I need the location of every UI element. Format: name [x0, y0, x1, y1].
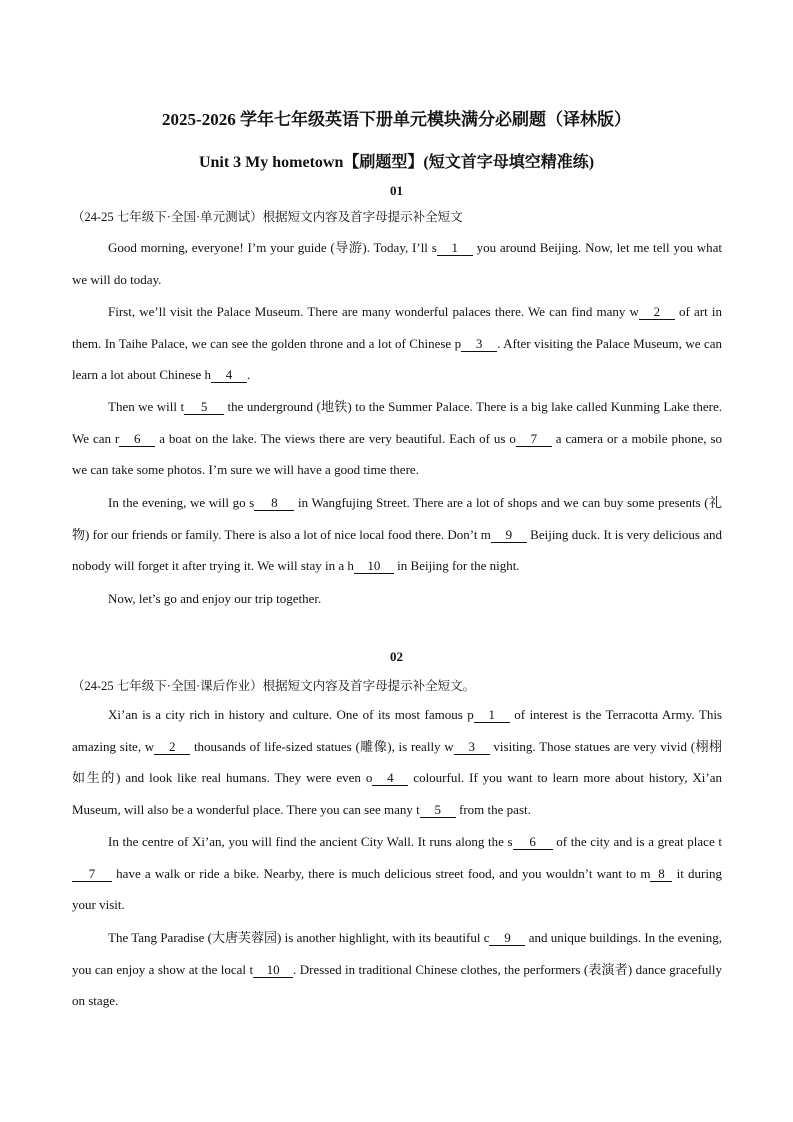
- answer-blank[interactable]: 10: [354, 559, 394, 574]
- paragraph: Xi’an is a city rich in history and culture. One of its most famous p 1 of interest is the Terracotta Army. This amazing site, w 2 thousands of life-sized statues (雕像), is really w 3 visiting. Those statues are very vivid (栩栩如生的) and look like real humans. They were even o 4 colourful. If you want to learn more about history, Xi’an Museum, will also be a wonderful place. There you can see many t 5 from the past.: [72, 707, 723, 818]
- answer-blank[interactable]: 7: [72, 867, 112, 882]
- answer-blank[interactable]: 8: [254, 496, 294, 511]
- answer-blank[interactable]: 7: [516, 432, 552, 447]
- answer-blank[interactable]: 10: [253, 963, 293, 978]
- paragraph: The Tang Paradise (大唐芙蓉园) is another highlight, with its beautiful c 9 and unique buildings. In the evening, you can enjoy a show at the local t 10 . Dressed in traditional Chinese clothes, the performers (表演者) dance gracefully on stage.: [72, 930, 722, 1009]
- answer-blank[interactable]: 5: [184, 400, 224, 415]
- answer-blank[interactable]: 3: [454, 740, 490, 755]
- answer-blank[interactable]: 3: [461, 337, 497, 352]
- section-instruction: （24-25 七年级下·全国·课后作业）根据短文内容及首字母提示补全短文。: [72, 679, 476, 693]
- paragraph: In the centre of Xi’an, you will find the ancient City Wall. It runs along the s 6 of the city and is a great place t7 have a walk or ride a bike. Nearby, there is much delicious street food, and you wouldn’t want to m 8 it during your visit.: [72, 834, 722, 913]
- answer-blank[interactable]: 8: [650, 867, 672, 882]
- answer-blank[interactable]: 6: [119, 432, 155, 447]
- answer-blank[interactable]: 9: [491, 528, 527, 543]
- answer-blank[interactable]: 6: [513, 835, 553, 850]
- unit-subtitle: Unit 3 My hometown【刷题型】(短文首字母填空精准练): [198, 154, 595, 171]
- paragraph: First, we’ll visit the Palace Museum. There are many wonderful palaces there. We can find many w 2 of art in them. In Taihe Palace, we can see the golden throne and a lot of Chinese p 3 . After visiting the Palace Museum, we can learn a lot about Chinese h 4 .: [72, 304, 722, 383]
- paragraph: Good morning, everyone! I’m your guide (导游). Today, I’ll s 1 you around Beijing. Now, let me tell you what we will do today.: [72, 240, 723, 287]
- answer-blank[interactable]: 5: [420, 803, 456, 818]
- answer-blank[interactable]: 1: [437, 241, 473, 256]
- section-instruction: （24-25 七年级下·全国·单元测试）根据短文内容及首字母提示补全短文: [72, 210, 463, 224]
- section-number: 01: [390, 183, 403, 198]
- answer-blank[interactable]: 2: [154, 740, 190, 755]
- answer-blank[interactable]: 4: [372, 771, 408, 786]
- answer-blank[interactable]: 4: [211, 368, 247, 383]
- section-number: 02: [390, 649, 403, 664]
- paragraph: In the evening, we will go s 8 in Wangfujing Street. There are a lot of shops and we can buy some presents (礼物) for our friends or family. There is also a lot of nice local food there. Don’t m 9 Beijing duck. It is very delicious and nobody will forget it after trying it. We will stay in a h 10 in Beijing for the night.: [72, 495, 722, 574]
- answer-blank[interactable]: 9: [489, 931, 525, 946]
- answer-blank[interactable]: 2: [639, 305, 675, 320]
- answer-blank[interactable]: 1: [474, 708, 510, 723]
- document-title: 2025-2026 学年七年级英语下册单元模块满分必刷题（译林版）: [162, 110, 631, 129]
- paragraph: Now, let’s go and enjoy our trip together.: [108, 591, 322, 606]
- paragraph: Then we will t 5 the underground (地铁) to the Summer Palace. There is a big lake called Kunming Lake there. We can r 6 a boat on the lake. The views there are very beautiful. Each of us o 7 a camera or a mobile phone, so we can take some photos. I’m sure we will have a good time there.: [72, 399, 723, 478]
